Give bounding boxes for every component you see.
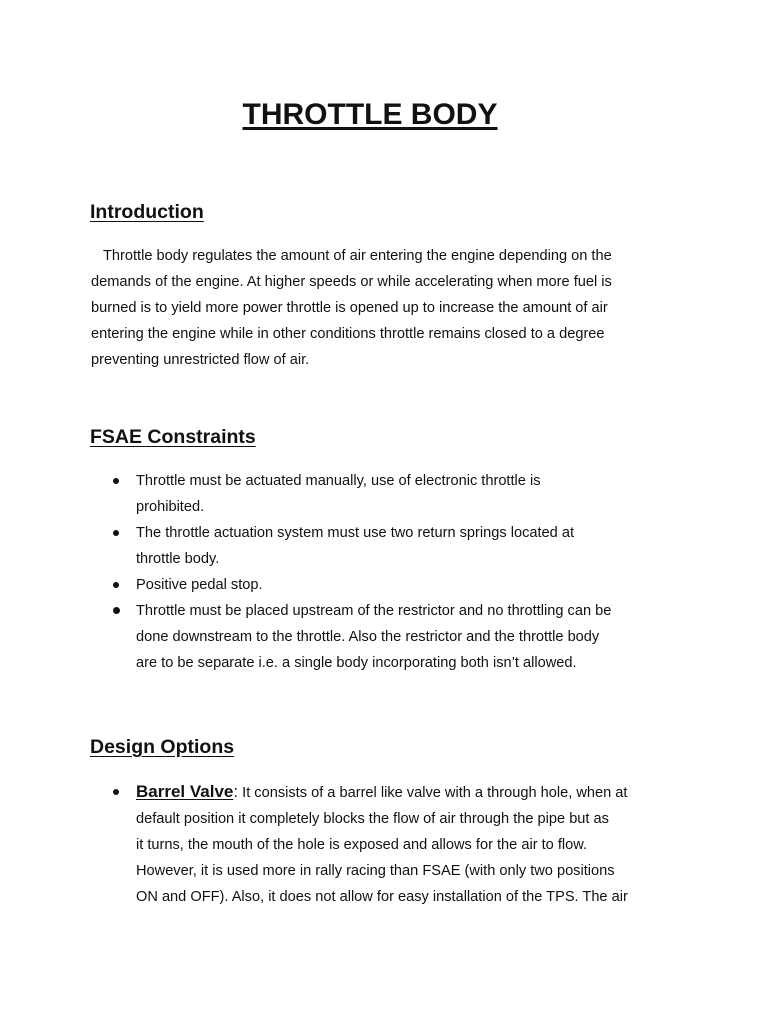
list-item-line: done downstream to the throttle. Also the restrictor and the throttle body [136,629,600,645]
paragraph-line: demands of the engine. At higher speeds or while accelerating when more fuel is [91,274,612,290]
section-heading-design-options: Design Options [90,736,235,758]
introduction-paragraph [91,243,691,373]
design-options-list [0,779,628,910]
paragraph-line: entering the engine while in other conditions throttle remains closed to a degree [91,326,605,342]
bullet-icon [113,582,119,588]
list-item-line [136,779,628,806]
term-colon: : [233,782,239,801]
list-item-line: prohibited. [136,499,205,515]
list-item-text: It consists of a barrel like valve with a through hole, when at [238,785,628,801]
list-item-line: throttle body. [136,551,220,567]
paragraph-line: burned is to yield more power throttle is opened up to increase the amount of air [91,300,608,316]
paragraph-line: Throttle body regulates the amount of air entering the engine depending on the [103,248,612,264]
bullet-icon [113,478,119,484]
bullet-icon [113,607,120,614]
list-item [0,779,628,910]
list-item [0,572,611,598]
document-title: THROTTLE BODY [242,98,498,131]
list-item-line: Throttle must be placed upstream of the restrictor and no throttling can be [136,603,612,619]
list-item-line: default position it completely blocks the flow of air through the pipe but as [136,811,609,827]
section-heading-fsae-constraints: FSAE Constraints [90,426,256,448]
list-item-line: Positive pedal stop. [136,577,263,593]
list-item-line: it turns, the mouth of the hole is exposed and allows for the air to flow. [136,837,588,853]
list-item-line: ON and OFF). Also, it does not allow for easy installation of the TPS. The air [136,889,628,905]
list-item [0,598,611,676]
section-heading-introduction: Introduction [90,201,204,223]
list-item [0,520,611,572]
paragraph-line: preventing unrestricted flow of air. [91,352,310,368]
list-item [0,468,611,520]
fsae-constraints-list [0,468,611,676]
list-item-line: Throttle must be actuated manually, use of electronic throttle is [136,473,541,489]
design-option-term: Barrel Valve [136,782,234,801]
list-item-line: However, it is used more in rally racing than FSAE (with only two positions [136,863,615,879]
list-item-line: are to be separate i.e. a single body incorporating both isn’t allowed. [136,655,577,671]
bullet-icon [113,530,119,536]
list-item-line: The throttle actuation system must use two return springs located at [136,525,575,541]
bullet-icon [113,789,119,795]
